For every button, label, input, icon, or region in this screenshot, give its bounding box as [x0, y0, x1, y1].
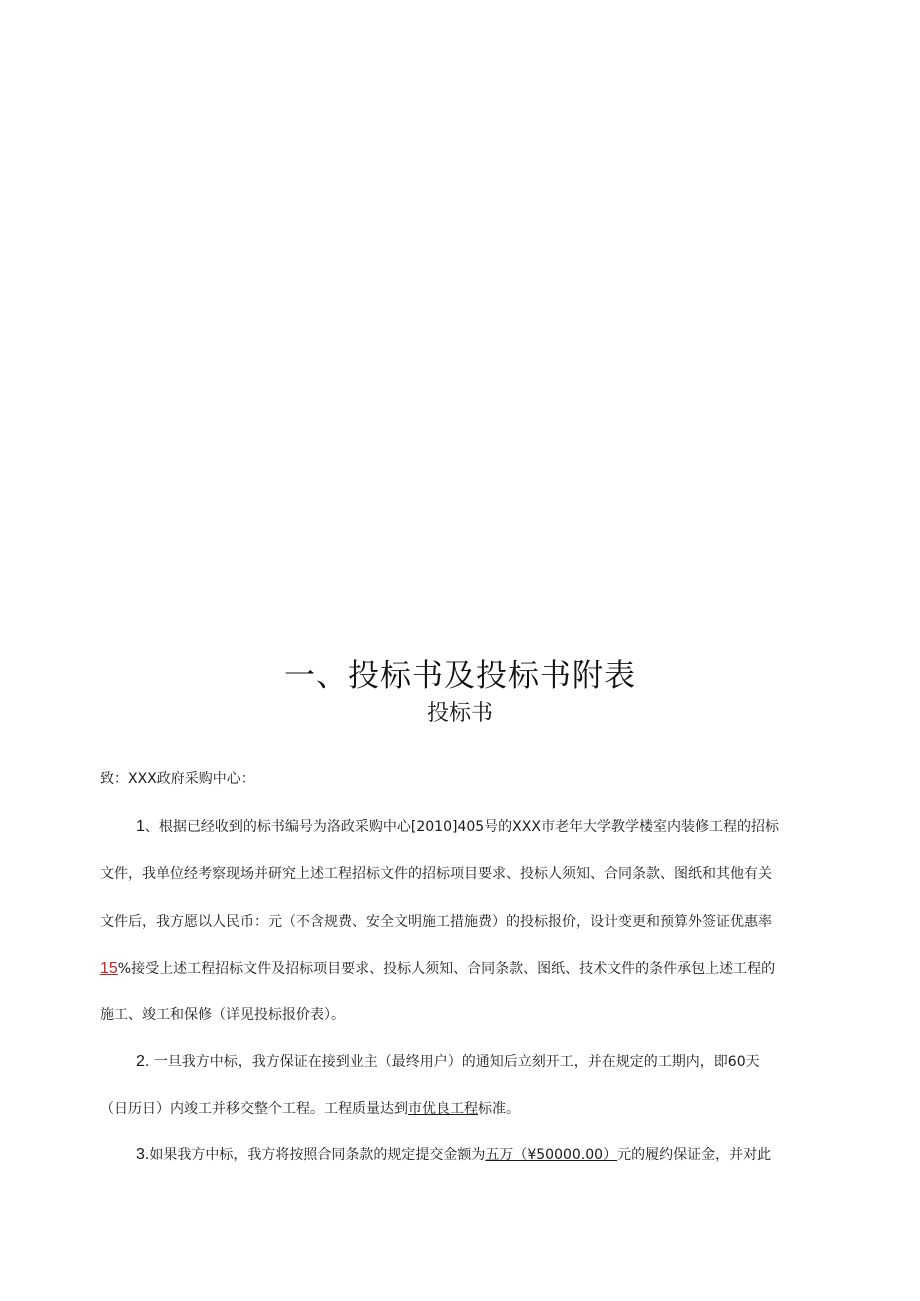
- paragraph-2-line-2: [100, 1099, 520, 1119]
- paragraph-3-text-1a: .如果我方中标，我方将按照合同条款的规定提交金额为: [144, 1147, 486, 1163]
- paragraph-3-number: 3: [136, 1146, 145, 1163]
- page-subtitle: 投标书: [426, 701, 493, 726]
- paragraph-2-line-1: [136, 1052, 760, 1072]
- paragraph-3-line-1: [136, 1145, 771, 1165]
- performance-bond-amount: 五万（¥50000.00）: [485, 1147, 618, 1163]
- paragraph-1-line-4: [100, 959, 775, 979]
- paragraph-1-number: 1: [136, 818, 145, 835]
- paragraph-1-line-3: 文件后，我方愿以人民币：元（不含规费、安全文明施工措施费）的投标报价，设计变更和预算外签证优惠率: [100, 914, 772, 930]
- paragraph-2-text-1: . 一旦我方中标，我方保证在接到业主（最终用户）的通知后立刻开工，并在规定的工期内，即60天: [144, 1054, 760, 1070]
- paragraph-3-text-1b: 元的履约保证金，并对此: [617, 1147, 772, 1163]
- paragraph-1-line-1: [136, 817, 779, 837]
- paragraph-2-text-2b: 标准。: [478, 1101, 520, 1117]
- discount-rate: 15: [100, 960, 118, 977]
- paragraph-1-line-2: 文件，我单位经考察现场并研究上述工程招标文件的招标项目要求、投标人须知、合同条款、图纸和其他有关: [100, 866, 772, 882]
- paragraph-2-text-2a: （日历日）内竣工并移交整个工程。工程质量达到: [100, 1101, 408, 1117]
- paragraph-1-line-5: 施工、竣工和保修（详见投标报价表）。: [100, 1007, 345, 1023]
- quality-standard: 市优良工程: [408, 1101, 478, 1117]
- page-title: 一、投标书及投标书附表: [284, 658, 636, 694]
- paragraph-1-text-1: 、根据已经收到的标书编号为洛政采购中心[2010]405号的XXX市老年大学教学楼室内装修工程的招标: [144, 819, 779, 835]
- paragraph-2-number: 2: [136, 1053, 145, 1070]
- salutation: 致：XXX政府采购中心：: [100, 771, 255, 787]
- paragraph-1-text-4: %接受上述工程招标文件及招标项目要求、投标人须知、合同条款、图纸、技术文件的条件承包上述工程的: [117, 961, 776, 977]
